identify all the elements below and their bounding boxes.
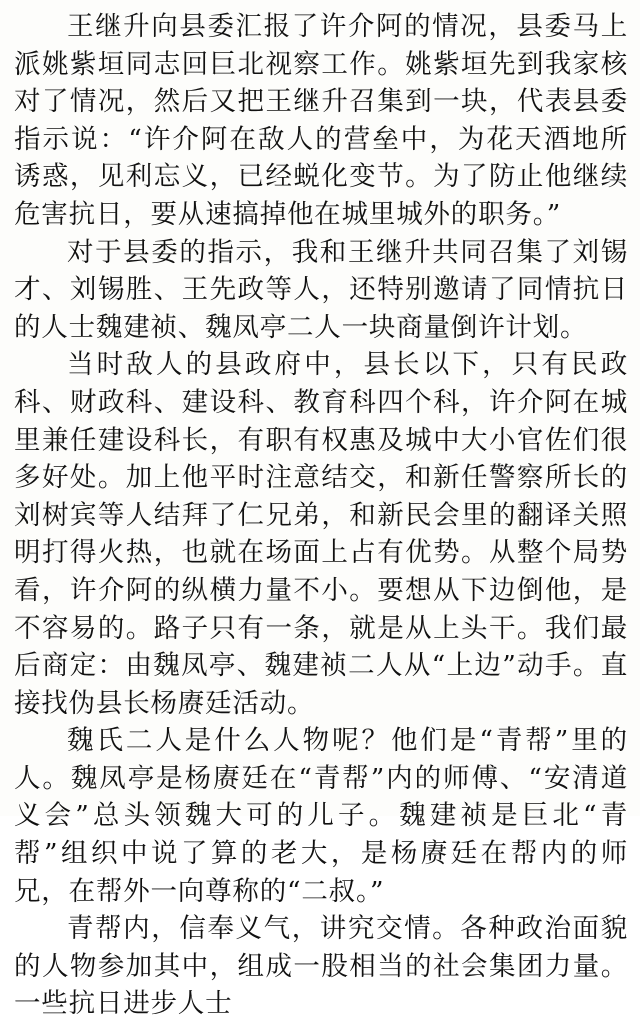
- paragraph-1: 王继升向县委汇报了许介阿的情况，县委马上派姚紫垣同志回巨北视察工作。姚紫垣先到我家核对了情况，然后又把王继升召集到一块，代表县委指示说：“许介阿在敌人的营垒中，为花天酒地所诱惑，见利忘义，已经蜕化变节。为了防止他继续危害抗日，要从速搞掉他在城里城外的职务。”: [14, 11, 628, 230]
- paragraph-5: 青帮内，信奉义气，讲究交情。各种政治面貌的人物参加其中，组成一股相当的社会集团力量。一些抗日进步人士: [14, 913, 628, 1020]
- paragraph-4: 魏氏二人是什么人物呢？他们是“青帮”里的人。魏凤亭是杨赓廷在“青帮”内的师傅、“安清道义会”总头领魏大可的儿子。魏建祯是巨北“青帮”组织中说了算的老大，是杨赓廷在帮内的师兄，在帮外一向尊称的“二叔。”: [14, 725, 628, 907]
- paragraph-3: 当时敌人的县政府中，县长以下，只有民政科、财政科、建设科、教育科四个科，许介阿在城里兼任建设科长，有职有权惠及城中大小官佐们很多好处。加上他平时注意结交，和新任警察所长的刘树宾等人结拜了仁兄弟，和新民会里的翻译关照明打得火热，也就在场面上占有优势。从整个局势看，许介阿的纵横力量不小。要想从下边倒他，是不容易的。路子只有一条，就是从上头干。我们最后商定：由魏凤亭、魏建祯二人从“上边”动手。直接找伪县长杨赓廷活动。: [14, 349, 628, 719]
- paragraph-2: 对于县委的指示，我和王继升共同召集了刘锡才、刘锡胜、王先政等人，还特别邀请了同情抗日的人士魏建祯、魏凤亭二人一块商量倒许计划。: [14, 236, 628, 343]
